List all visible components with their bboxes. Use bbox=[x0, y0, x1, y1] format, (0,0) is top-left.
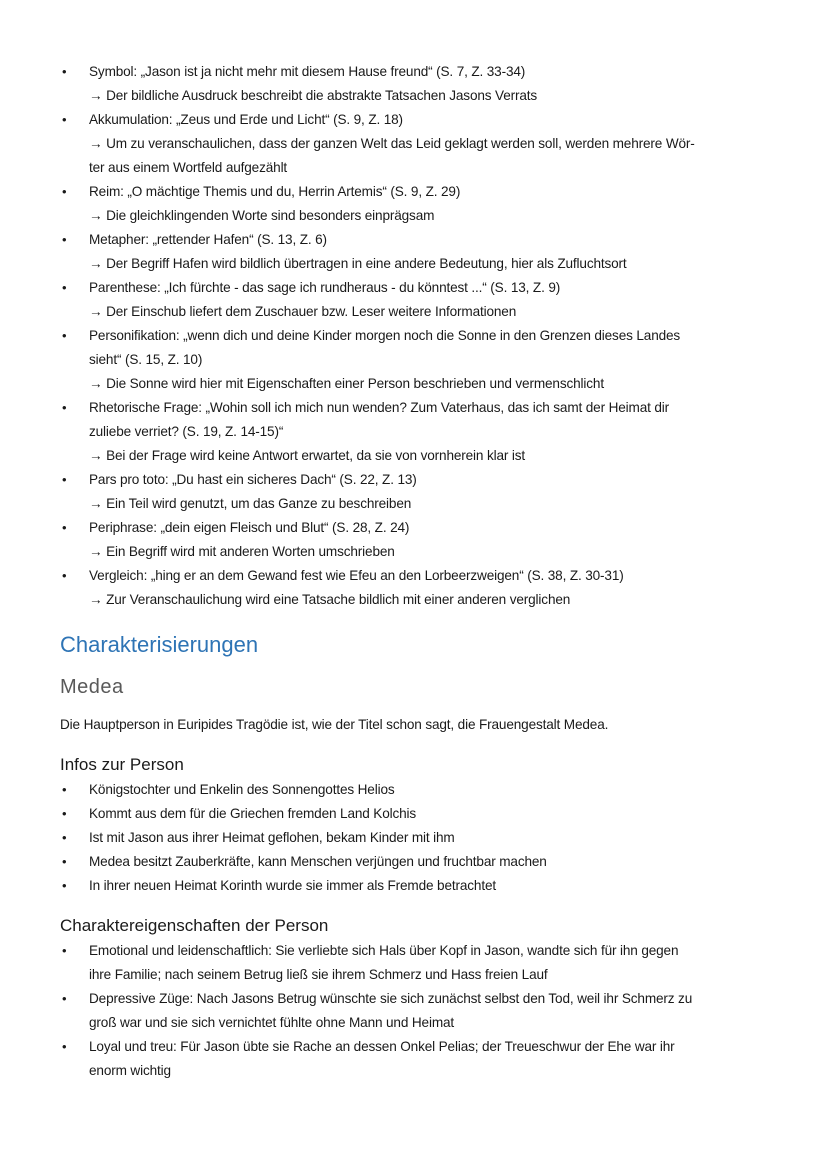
list-item bbox=[60, 228, 770, 276]
list-item-line: Reim: „O mächtige Themis und du, Herrin Artemis“ (S. 9, Z. 29) bbox=[89, 184, 461, 199]
list-item bbox=[60, 60, 770, 108]
list-item-line: → Bei der Frage wird keine Antwort erwartet, da sie von vornherein klar ist bbox=[89, 448, 526, 463]
bullet-icon: • bbox=[62, 1039, 67, 1054]
document-page bbox=[60, 60, 770, 1083]
bullet-icon: • bbox=[62, 806, 67, 821]
list-item-line: Emotional und leidenschaftlich: Sie verliebte sich Hals über Kopf in Jason, wandte sich für ihn gegen bbox=[89, 943, 679, 958]
bullet-icon: • bbox=[62, 232, 67, 247]
list-item bbox=[60, 987, 770, 1035]
intro-paragraph: Die Hauptperson in Euripides Tragödie ist, wie der Titel schon sagt, die Frauengestalt Medea. bbox=[60, 717, 609, 732]
eigenschaften-list bbox=[60, 939, 770, 1083]
subsection-heading: Medea bbox=[60, 676, 124, 698]
list-item bbox=[60, 826, 770, 850]
list-item bbox=[60, 396, 770, 468]
list-item bbox=[60, 850, 770, 874]
list-item bbox=[60, 564, 770, 612]
list-item-line: Königstochter und Enkelin des Sonnengottes Helios bbox=[89, 782, 395, 797]
list-item-line: sieht“ (S. 15, Z. 10) bbox=[89, 352, 203, 367]
bullet-icon: • bbox=[62, 830, 67, 845]
bullet-icon: • bbox=[62, 854, 67, 869]
bullet-icon: • bbox=[62, 400, 67, 415]
list-item bbox=[60, 180, 770, 228]
list-item-line: → Um zu veranschaulichen, dass der ganzen Welt das Leid geklagt werden soll, werden mehrere Wör- bbox=[89, 136, 695, 151]
list-item bbox=[60, 468, 770, 516]
infos-list bbox=[60, 778, 770, 898]
list-item-line: → Die gleichklingenden Worte sind besonders einprägsam bbox=[89, 208, 435, 223]
bullet-icon: • bbox=[62, 184, 67, 199]
list-item-line: Rhetorische Frage: „Wohin soll ich mich nun wenden? Zum Vaterhaus, das ich samt der Heimat dir bbox=[89, 400, 670, 415]
list-item-line: groß war und sie sich vernichtet fühlte ohne Mann und Heimat bbox=[89, 1015, 455, 1030]
list-item bbox=[60, 778, 770, 802]
list-item-line: Symbol: „Jason ist ja nicht mehr mit diesem Hause freund“ (S. 7, Z. 33-34) bbox=[89, 64, 526, 79]
list-item-line: → Ein Teil wird genutzt, um das Ganze zu beschreiben bbox=[89, 496, 412, 511]
list-item bbox=[60, 324, 770, 396]
list-item bbox=[60, 516, 770, 564]
bullet-icon: • bbox=[62, 991, 67, 1006]
list-item-line: ter aus einem Wortfeld aufgezählt bbox=[89, 160, 288, 175]
bullet-icon: • bbox=[62, 520, 67, 535]
list-item-line: Loyal und treu: Für Jason übte sie Rache an dessen Onkel Pelias; der Treueschwur der Ehe war ihr bbox=[89, 1039, 675, 1054]
list-item-line: In ihrer neuen Heimat Korinth wurde sie immer als Fremde betrachtet bbox=[89, 878, 497, 893]
list-item-line: Kommt aus dem für die Griechen fremden Land Kolchis bbox=[89, 806, 417, 821]
list-item-line: zuliebe verriet? (S. 19, Z. 14-15)“ bbox=[89, 424, 284, 439]
list-item-line: → Der Begriff Hafen wird bildlich übertragen in eine andere Bedeutung, hier als Zufluchtsort bbox=[89, 256, 627, 271]
bullet-icon: • bbox=[62, 568, 67, 583]
bullet-icon: • bbox=[62, 112, 67, 127]
list-item-line: Ist mit Jason aus ihrer Heimat geflohen, bekam Kinder mit ihm bbox=[89, 830, 455, 845]
list-item bbox=[60, 276, 770, 324]
bullet-icon: • bbox=[62, 943, 67, 958]
list-item-line: Pars pro toto: „Du hast ein sicheres Dach“ (S. 22, Z. 13) bbox=[89, 472, 417, 487]
list-item bbox=[60, 1035, 770, 1083]
list-item-line: → Ein Begriff wird mit anderen Worten umschrieben bbox=[89, 544, 395, 559]
list-item-line: → Der bildliche Ausdruck beschreibt die abstrakte Tatsachen Jasons Verrats bbox=[89, 88, 538, 103]
list-item-line: Personifikation: „wenn dich und deine Kinder morgen noch die Sonne in den Grenzen dieses Landes bbox=[89, 328, 681, 343]
list-item bbox=[60, 939, 770, 987]
list-item-line: Akkumulation: „Zeus und Erde und Licht“ (S. 9, Z. 18) bbox=[89, 112, 403, 127]
stilmittel-list bbox=[60, 60, 770, 612]
list-item-line: Parenthese: „Ich fürchte - das sage ich rundheraus - du könntest ...“ (S. 13, Z. 9) bbox=[89, 280, 561, 295]
list-item-line: Medea besitzt Zauberkräfte, kann Menschen verjüngen und fruchtbar machen bbox=[89, 854, 547, 869]
list-item bbox=[60, 802, 770, 826]
list-item-line: ihre Familie; nach seinem Betrug ließ sie ihrem Schmerz und Hass freien Lauf bbox=[89, 967, 548, 982]
list-item bbox=[60, 874, 770, 898]
list-item-line: enorm wichtig bbox=[89, 1063, 171, 1078]
list-item-line: Metapher: „rettender Hafen“ (S. 13, Z. 6) bbox=[89, 232, 327, 247]
list-item-line: Vergleich: „hing er an dem Gewand fest wie Efeu an den Lorbeerzweigen“ (S. 38, Z. 30-31) bbox=[89, 568, 624, 583]
list-item bbox=[60, 108, 770, 180]
list-item-line: Depressive Züge: Nach Jasons Betrug wünschte sie sich zunächst selbst den Tod, weil ihr Schmerz zu bbox=[89, 991, 693, 1006]
list-item-line: → Die Sonne wird hier mit Eigenschaften einer Person beschrieben und vermenschlicht bbox=[89, 376, 604, 391]
section-heading: Charakterisierungen bbox=[60, 632, 259, 657]
list-item-line: → Zur Veranschaulichung wird eine Tatsache bildlich mit einer anderen verglichen bbox=[89, 592, 571, 607]
infos-heading: Infos zur Person bbox=[60, 755, 184, 774]
bullet-icon: • bbox=[62, 782, 67, 797]
bullet-icon: • bbox=[62, 328, 67, 343]
bullet-icon: • bbox=[62, 472, 67, 487]
bullet-icon: • bbox=[62, 280, 67, 295]
list-item-line: → Der Einschub liefert dem Zuschauer bzw. Leser weitere Informationen bbox=[89, 304, 517, 319]
list-item-line: Periphrase: „dein eigen Fleisch und Blut“ (S. 28, Z. 24) bbox=[89, 520, 410, 535]
bullet-icon: • bbox=[62, 64, 67, 79]
eigenschaften-heading: Charaktereigenschaften der Person bbox=[60, 916, 329, 935]
bullet-icon: • bbox=[62, 878, 67, 893]
